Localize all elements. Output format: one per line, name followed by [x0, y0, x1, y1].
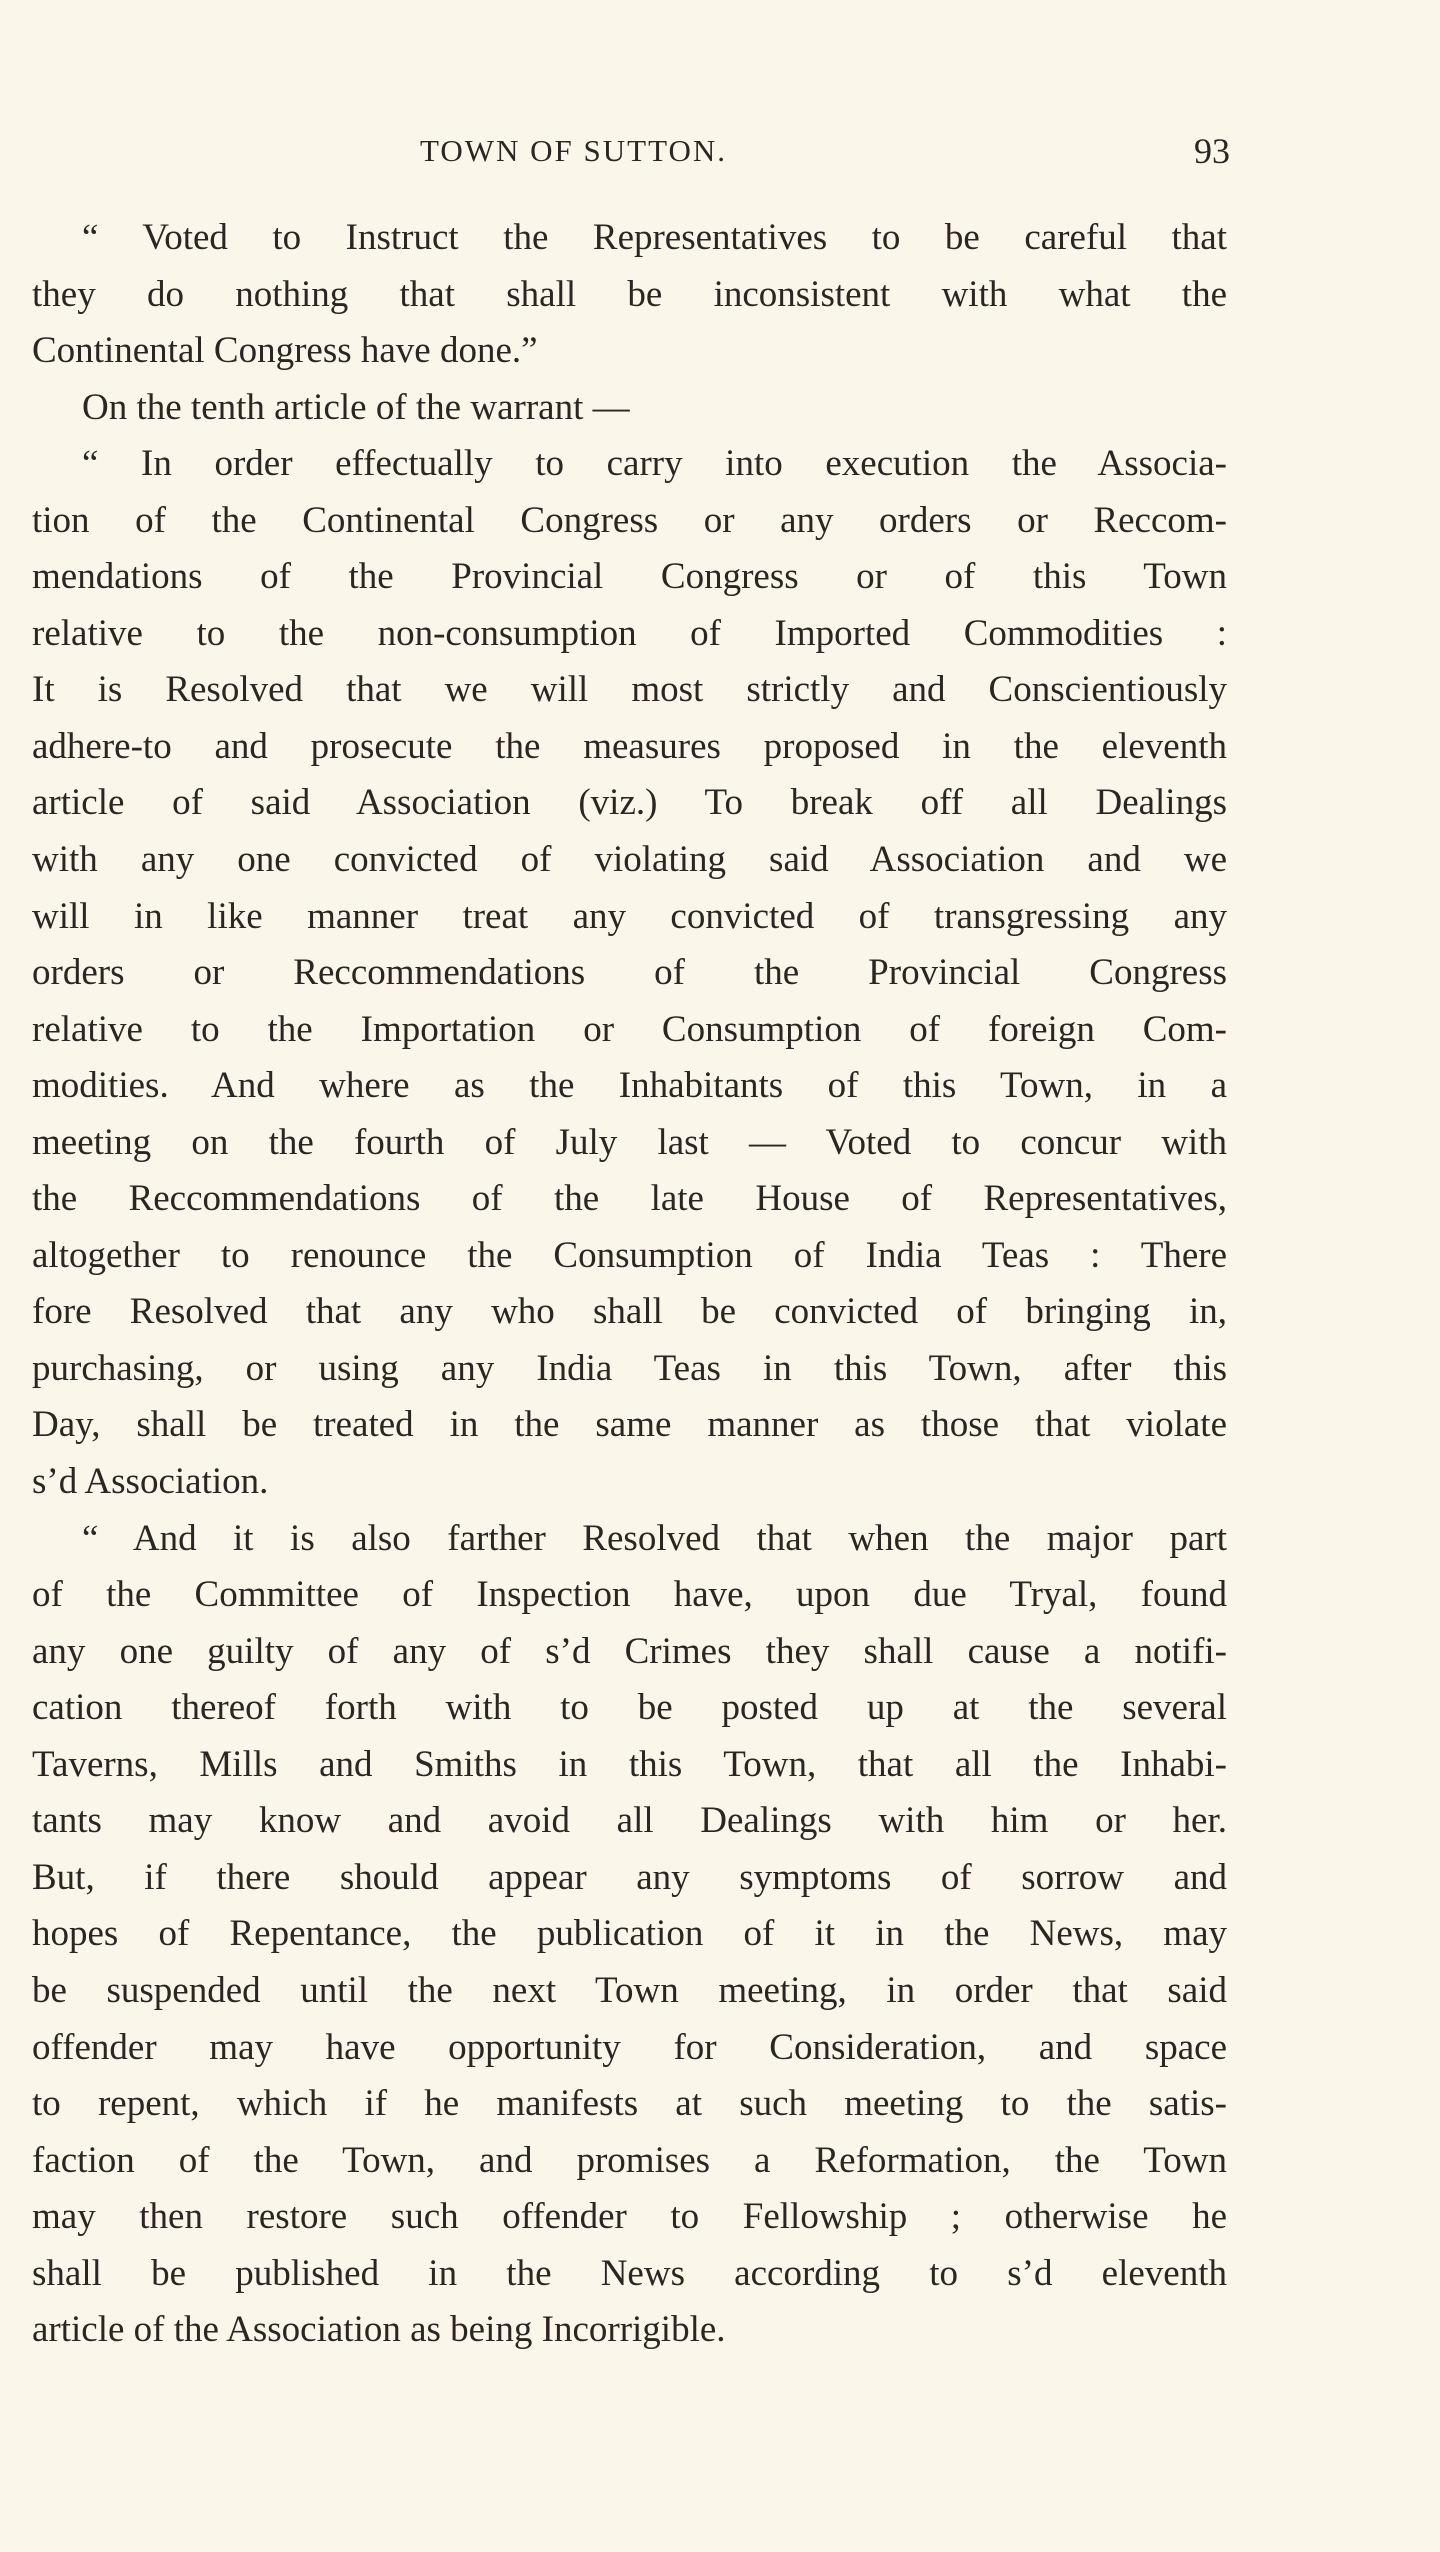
text-line: any one guilty of any of s’d Crimes they shall cause a notifi- [32, 1630, 1227, 1672]
text-line: fore Resolved that any who shall be convicted of bringing in, [32, 1291, 1227, 1333]
text-line: Continental Congress have done.” [32, 330, 538, 372]
text-line: hopes of Repentance, the publication of it in the News, may [32, 1913, 1227, 1955]
text-line: with any one convicted of violating said Association and we [32, 839, 1227, 881]
text-line: will in like manner treat any convicted of transgressing any [32, 895, 1227, 937]
text-line: article of said Association (viz.) To break off all Dealings [32, 782, 1227, 824]
text-line: to repent, which if he manifests at such meeting to the satis- [32, 2083, 1227, 2125]
text-line: cation thereof forth with to be posted up at the several [32, 1687, 1227, 1729]
text-line: tants may know and avoid all Dealings with him or her. [32, 1800, 1227, 1842]
page-number: 93 [1194, 131, 1230, 171]
text-line: of the Committee of Inspection have, upon due Tryal, found [32, 1574, 1227, 1616]
text-line: s’d Association. [32, 1461, 269, 1503]
text-line: orders or Reccommendations of the Provincial Congress [32, 952, 1227, 994]
text-line: “ Voted to Instruct the Representatives to be careful that [82, 217, 1227, 258]
text-line: On the tenth article of the warrant — [82, 386, 630, 428]
text-line: offender may have opportunity for Consideration, and space [32, 2026, 1227, 2068]
text-line: relative to the non-consumption of Imported Commodities : [32, 612, 1227, 654]
text-line: “ In order effectually to carry into execution the Associa- [82, 443, 1227, 485]
text-line: Taverns, Mills and Smiths in this Town, that all the Inhabi- [32, 1743, 1227, 1785]
text-line: meeting on the fourth of July last — Voted to concur with [32, 1121, 1227, 1163]
running-title: TOWN OF SUTTON. [420, 133, 728, 168]
text-line: tion of the Continental Congress or any orders or Reccom- [32, 499, 1227, 541]
text-line: But, if there should appear any symptoms of sorrow and [32, 1856, 1227, 1898]
text-line: article of the Association as being Incorrigible. [32, 2309, 726, 2351]
text-line: mendations of the Provincial Congress or of this Town [32, 556, 1227, 598]
text-line: modities. And where as the Inhabitants of this Town, in a [32, 1065, 1227, 1107]
text-line: the Reccommendations of the late House of Representatives, [32, 1178, 1227, 1220]
running-head [0, 128, 1440, 174]
text-line: be suspended until the next Town meeting, in order that said [32, 1969, 1227, 2011]
text-line: altogether to renounce the Consumption of India Teas : There [32, 1234, 1227, 1276]
text-line: faction of the Town, and promises a Reformation, the Town [32, 2139, 1227, 2181]
text-line: they do nothing that shall be inconsistent with what the [32, 273, 1227, 315]
text-line: may then restore such offender to Fellowship ; otherwise he [32, 2196, 1227, 2238]
text-line: shall be published in the News according to s’d eleventh [32, 2252, 1227, 2294]
text-line: “ And it is also farther Resolved that when the major part [82, 1517, 1227, 1559]
text-line: Day, shall be treated in the same manner as those that violate [32, 1404, 1227, 1446]
text-line: It is Resolved that we will most strictly and Conscientiously [32, 669, 1227, 711]
text-line: adhere-to and prosecute the measures proposed in the eleventh [32, 725, 1227, 767]
text-line: purchasing, or using any India Teas in this Town, after this [32, 1347, 1227, 1389]
body-text [32, 210, 1227, 2359]
text-line: relative to the Importation or Consumption of foreign Com- [32, 1008, 1227, 1050]
